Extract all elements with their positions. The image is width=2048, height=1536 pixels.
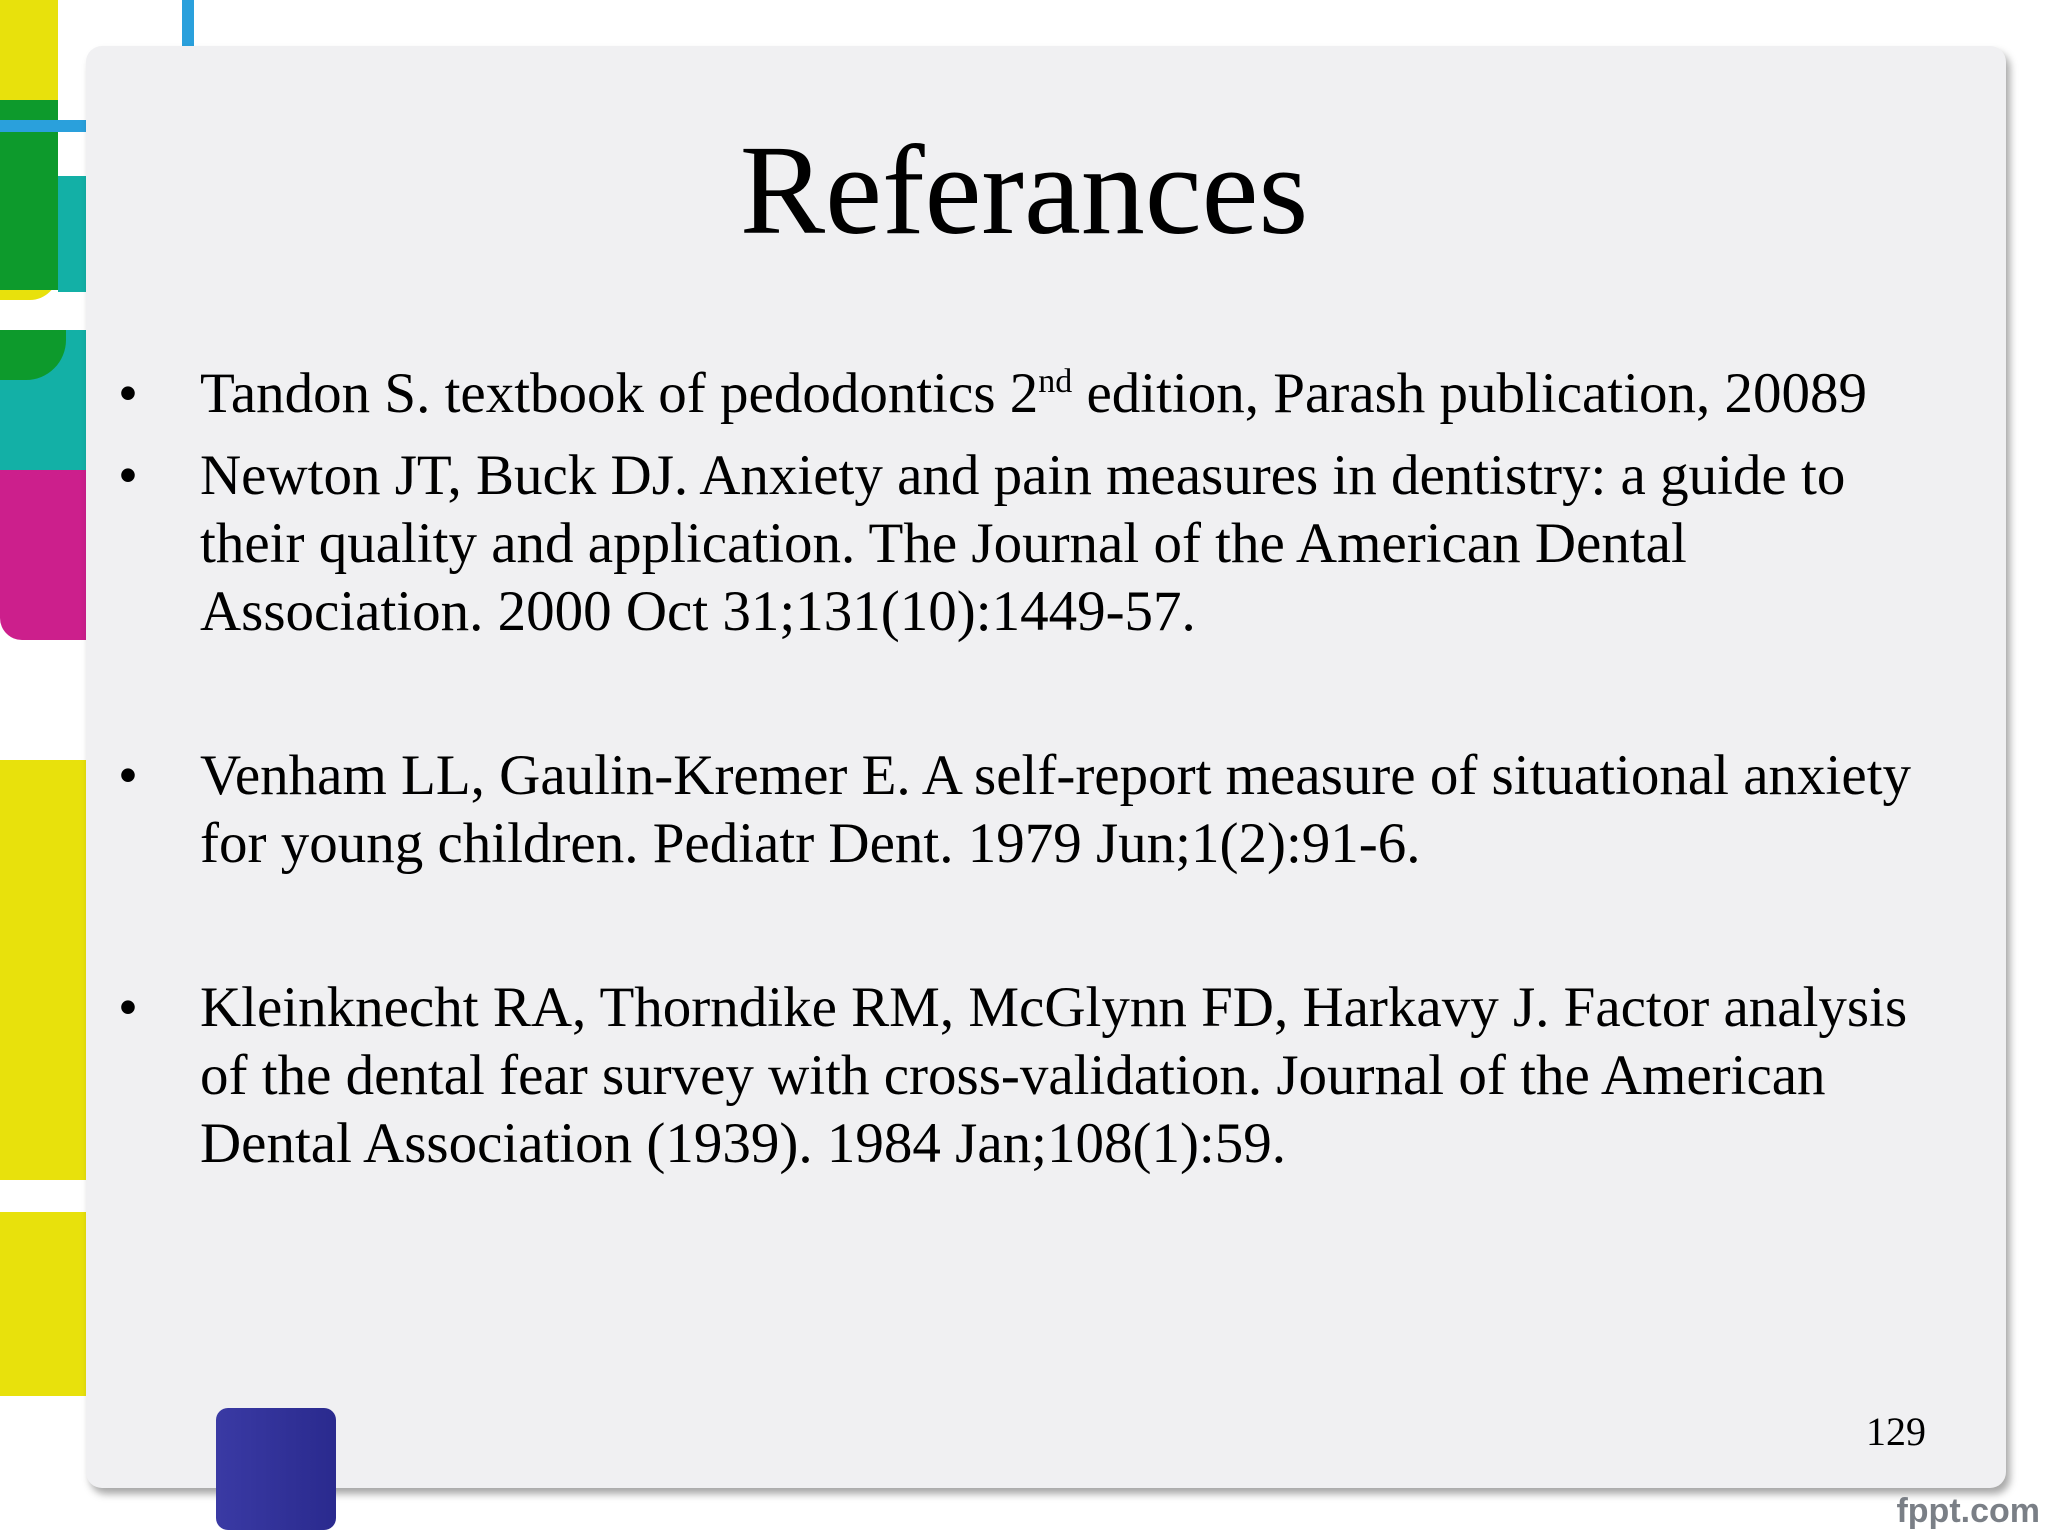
reference-item <box>118 442 1938 646</box>
reference-text: edition, Parash publication, 20089 <box>1072 362 1867 425</box>
reference-item <box>118 360 1938 428</box>
ordinal-suffix: nd <box>1038 363 1073 400</box>
reference-list <box>118 360 1938 1178</box>
reference-text: Tandon S. textbook of pedodontics 2 <box>200 362 1039 425</box>
bullet-icon: • <box>118 744 138 807</box>
bullet-icon: • <box>118 976 138 1039</box>
reference-item <box>118 974 1938 1178</box>
bullet-icon: • <box>118 362 138 425</box>
reference-text: Kleinknecht RA, Thorndike RM, McGlynn FD, Harkavy J. Factor analysis of the dental fear survey with cross-validation. Journal of the American Dental Association (1939). 1984 Jan;108(1):59. <box>200 976 1908 1175</box>
deco-navy-square <box>216 1408 336 1530</box>
brand-logo-text: fppt.com <box>1896 1492 2040 1530</box>
bullet-icon: • <box>118 444 138 507</box>
reference-text: Newton JT, Buck DJ. Anxiety and pain measures in dentistry: a guide to their quality and application. The Journal of the American Dental Association. 2000 Oct 31;131(10):1449-57. <box>200 444 1846 643</box>
slide-title: Referances <box>739 119 1309 261</box>
page-number: 129 <box>1866 1409 1926 1454</box>
reference-text: Venham LL, Gaulin-Kremer E. A self-report measure of situational anxiety for young children. Pediatr Dent. 1979 Jun;1(2):91-6. <box>200 744 1912 875</box>
reference-item <box>118 742 1938 878</box>
